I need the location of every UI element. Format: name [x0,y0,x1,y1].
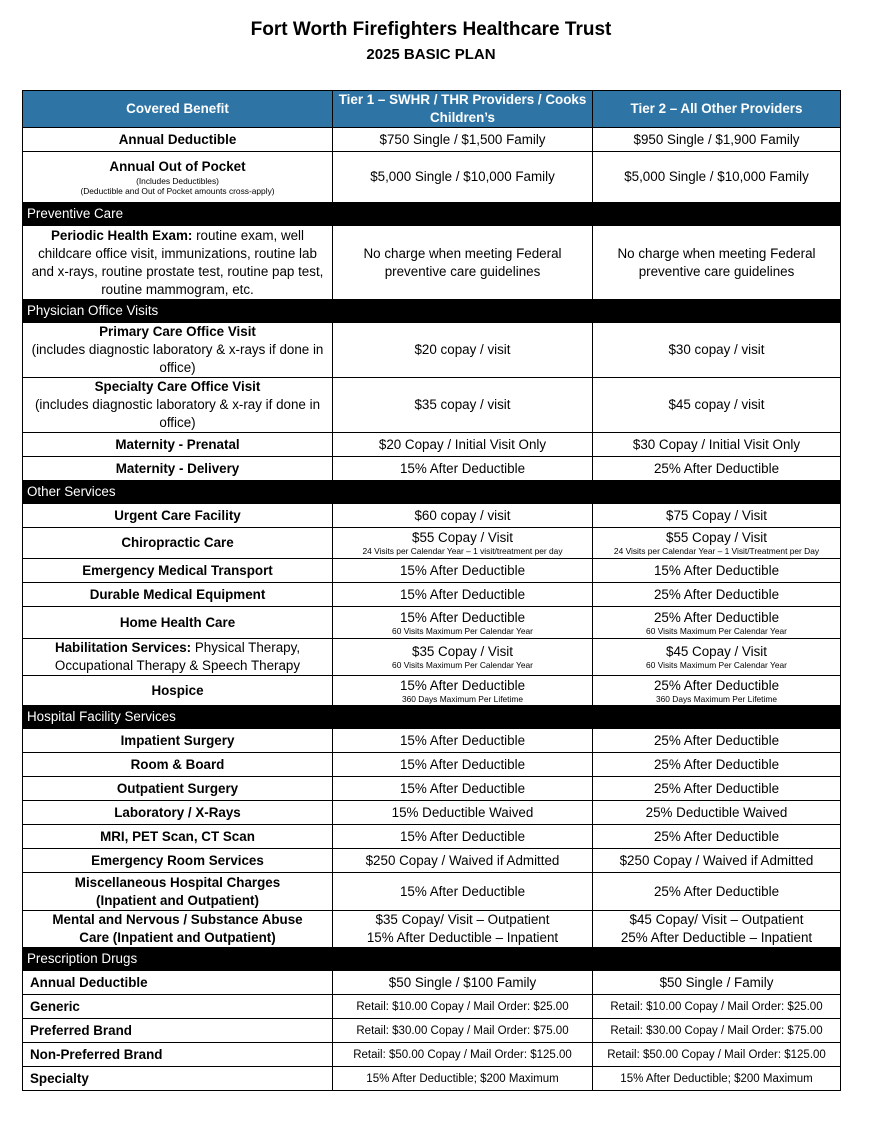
section-row-hospital [23,706,841,729]
benefit-label: Chiropractic Care [23,528,333,559]
tier2-value: $45 Copay / Visit [666,644,767,659]
benefit-label: Miscellaneous Hospital Charges [74,874,281,890]
document-title: Fort Worth Firefighters Healthcare Trust [250,19,612,40]
tier1-value: $5,000 Single / $10,000 Family [333,152,593,203]
tier1-cell [333,528,593,559]
benefit-label: Periodic Health Exam: [50,227,193,243]
table-row [23,729,841,753]
benefit-label-secondary: (Inpatient and Outpatient) [96,892,259,908]
tier2-value: $950 Single / $1,900 Family [593,128,841,152]
tier1-cell [333,607,593,639]
tier1-value: 15% Deductible Waived [333,801,593,825]
tier2-value: $30 Copay / Initial Visit Only [593,433,841,457]
tier1-cell [333,911,593,948]
tier1-value: 15% After Deductible [333,873,593,911]
tier1-note: 60 Visits Maximum Per Calendar Year [392,660,533,670]
table-row [23,152,841,203]
tier2-value: 15% After Deductible [593,559,841,583]
tier2-value: Retail: $10.00 Copay / Mail Order: $25.00 [593,995,841,1019]
tier1-value: 15% After Deductible – Inpatient [366,930,559,945]
tier1-cell [333,676,593,706]
table-row [23,753,841,777]
tier1-value: 15% After Deductible [333,457,593,481]
benefit-label: MRI, PET Scan, CT Scan [23,825,333,849]
tier2-value: $75 Copay / Visit [593,504,841,528]
tier1-value: $35 Copay / Visit [412,644,513,659]
table-row [23,226,841,300]
tier2-value: 25% After Deductible [593,825,841,849]
tier1-note: 360 Days Maximum Per Lifetime [401,693,523,704]
benefit-note: (includes diagnostic laboratory & x-ray if done in office) [34,397,321,430]
benefit-label: Specialty Care Office Visit [94,379,261,394]
benefit-description: routine exam, well childcare office visit, immunizations, routine lab and x-rays, routine prostate test, routine pap test, routine mammogram, etc. [31,227,324,297]
benefit-label-secondary: Care (Inpatient and Outpatient) [79,930,276,945]
tier2-value: 25% After Deductible [653,677,780,693]
benefit-label: Annual Out of Pocket [109,159,246,174]
benefit-label: Outpatient Surgery [23,777,333,801]
benefit-label: Annual Deductible [23,128,333,152]
tier2-value: 25% After Deductible [593,753,841,777]
tier2-value: $250 Copay / Waived if Admitted [593,849,841,873]
table-row [23,378,841,433]
table-row [23,528,841,559]
tier1-value: $20 Copay / Initial Visit Only [333,433,593,457]
tier2-note: 60 Visits Maximum Per Calendar Year [646,625,787,636]
benefit-note: (Includes Deductibles) [136,176,219,186]
benefit-label: Specialty [23,1067,333,1091]
benefit-label: Urgent Care Facility [23,504,333,528]
benefit-cell [23,323,333,378]
table-header-row [23,91,841,128]
column-header-tier1: Tier 1 – SWHR / THR Providers / Cooks Children’s [333,91,593,128]
benefit-label: Mental and Nervous / Substance Abuse [52,912,303,927]
table-row [23,559,841,583]
section-title: Preventive Care [23,203,333,226]
tier2-value: 25% After Deductible [653,609,780,625]
benefit-cell [23,152,333,203]
tier2-cell [593,639,841,676]
tier2-value: 15% After Deductible; $200 Maximum [593,1067,841,1091]
tier2-value: 25% After Deductible [593,729,841,753]
section-title: Other Services [23,481,333,504]
table-row [23,971,841,995]
tier1-value: $750 Single / $1,500 Family [333,128,593,152]
tier1-value: Retail: $30.00 Copay / Mail Order: $75.00 [333,1019,593,1043]
section-row-rx [23,948,841,971]
tier2-cell [593,676,841,706]
table-row [23,825,841,849]
tier1-value: 15% After Deductible [333,753,593,777]
benefit-label: Maternity - Delivery [23,457,333,481]
tier2-value: 25% After Deductible – Inpatient [620,930,813,945]
tier2-value: $55 Copay / Visit [666,530,767,545]
tier1-value: 15% After Deductible [333,825,593,849]
benefit-label: Laboratory / X-Rays [23,801,333,825]
tier1-note: 60 Visits Maximum Per Calendar Year [392,625,533,636]
section-title: Hospital Facility Services [23,706,333,729]
table-row [23,995,841,1019]
tier1-value: No charge when meeting Federal preventive care guidelines [333,226,593,300]
tier1-value: $250 Copay / Waived if Admitted [333,849,593,873]
table-row [23,583,841,607]
tier1-value: 15% After Deductible [333,559,593,583]
section-row-preventive [23,203,841,226]
benefit-label: Non-Preferred Brand [23,1043,333,1067]
tier1-value: $35 Copay/ Visit – Outpatient [375,912,550,927]
column-header-tier2: Tier 2 – All Other Providers [593,91,841,128]
tier2-value: Retail: $50.00 Copay / Mail Order: $125.00 [593,1043,841,1067]
table-row [23,1043,841,1067]
section-row-physician [23,300,841,323]
section-title: Prescription Drugs [23,948,333,971]
table-row [23,607,841,639]
table-row [23,457,841,481]
tier1-value: 15% After Deductible; $200 Maximum [333,1067,593,1091]
tier1-value: Retail: $50.00 Copay / Mail Order: $125.00 [333,1043,593,1067]
benefit-label: Generic [23,995,333,1019]
tier1-value: 15% After Deductible [399,609,526,625]
table-row [23,801,841,825]
benefit-cell [23,226,333,300]
table-row [23,911,841,948]
tier2-note: 360 Days Maximum Per Lifetime [655,693,777,704]
tier2-note: 24 Visits per Calendar Year – 1 Visit/Treatment per Day [613,546,820,556]
table-row [23,676,841,706]
benefit-label: Home Health Care [23,607,333,639]
tier2-value: 25% After Deductible [593,873,841,911]
tier2-cell [593,911,841,948]
benefit-label: Habilitation Services: [54,640,192,655]
table-row [23,777,841,801]
benefit-note: (includes diagnostic laboratory & x-rays if done in office) [31,342,324,375]
tier1-cell [333,639,593,676]
benefit-label: Room & Board [23,753,333,777]
tier2-value: $45 copay / visit [593,378,841,433]
table-row [23,873,841,911]
benefit-label: Primary Care Office Visit [99,324,256,339]
tier2-value: No charge when meeting Federal preventive care guidelines [593,226,841,300]
section-title: Physician Office Visits [23,300,333,323]
benefit-label: Maternity - Prenatal [23,433,333,457]
tier2-value: 25% After Deductible [593,457,841,481]
benefit-label: Emergency Room Services [23,849,333,873]
tier2-value: $5,000 Single / $10,000 Family [593,152,841,203]
tier1-value: $55 Copay / Visit [412,530,513,545]
document-subtitle: 2025 BASIC PLAN [366,46,496,63]
tier1-value: $20 copay / visit [333,323,593,378]
tier2-value: 25% After Deductible [593,583,841,607]
table-row [23,639,841,676]
benefit-cell [23,911,333,948]
column-header-benefit: Covered Benefit [23,91,333,128]
tier2-value: $45 Copay/ Visit – Outpatient [629,912,804,927]
table-row [23,504,841,528]
tier2-value: 25% Deductible Waived [593,801,841,825]
benefit-label: Annual Deductible [23,971,333,995]
benefit-description: Physical Therapy, Occupational Therapy & Speech Therapy [54,640,301,673]
tier2-value: $30 copay / visit [593,323,841,378]
table-row [23,433,841,457]
table-row [23,849,841,873]
tier1-value: 15% After Deductible [333,583,593,607]
table-row [23,128,841,152]
tier1-value: 15% After Deductible [333,777,593,801]
benefit-label: Durable Medical Equipment [23,583,333,607]
tier1-note: 24 Visits per Calendar Year – 1 visit/treatment per day [362,546,563,556]
benefit-cell [23,378,333,433]
tier2-value: Retail: $30.00 Copay / Mail Order: $75.00 [593,1019,841,1043]
benefit-label: Impatient Surgery [23,729,333,753]
tier2-value: 25% After Deductible [593,777,841,801]
tier2-note: 60 Visits Maximum Per Calendar Year [646,660,787,670]
section-row-other [23,481,841,504]
table-row [23,323,841,378]
tier2-cell [593,607,841,639]
tier1-value: $50 Single / $100 Family [333,971,593,995]
tier2-cell [593,528,841,559]
tier1-value: Retail: $10.00 Copay / Mail Order: $25.00 [333,995,593,1019]
benefit-note: (Deductible and Out of Pocket amounts cross-apply) [80,186,275,196]
tier1-value: $35 copay / visit [333,378,593,433]
table-row [23,1019,841,1043]
tier2-value: $50 Single / Family [593,971,841,995]
tier1-value: $60 copay / visit [333,504,593,528]
benefit-label: Preferred Brand [23,1019,333,1043]
benefit-label: Hospice [23,676,333,706]
benefit-cell [23,873,333,911]
benefit-cell [23,639,333,676]
benefits-table [22,90,841,1091]
tier1-value: 15% After Deductible [333,729,593,753]
benefit-label: Emergency Medical Transport [23,559,333,583]
tier1-value: 15% After Deductible [399,677,526,693]
table-row [23,1067,841,1091]
